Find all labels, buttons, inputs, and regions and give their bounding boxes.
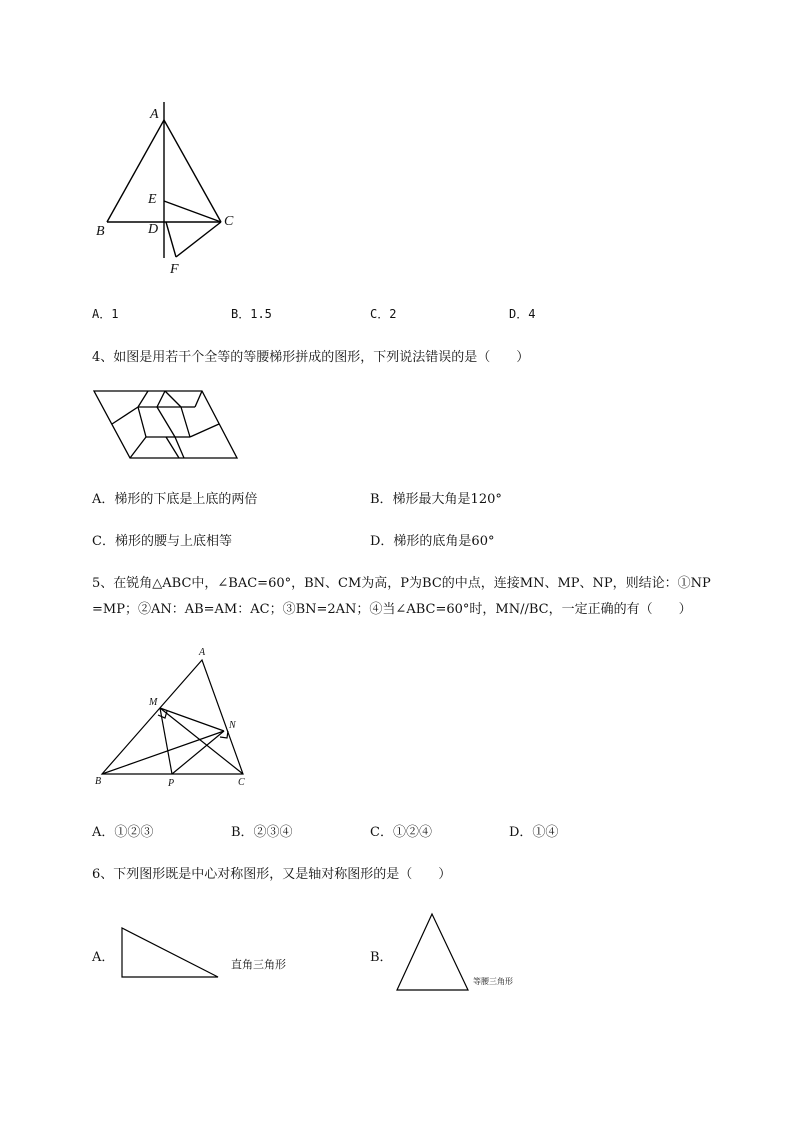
q5-option-c: C．①②④ xyxy=(370,825,432,840)
fig1-label-d: D xyxy=(148,222,159,237)
q5-option-a: A．①②③ xyxy=(92,825,154,840)
q5-stem-line1: 5、在锐角△ABC中，∠BAC=60°，BN、CM为高，P为BC的中点，连接MN、MP、NP，则结论：①NP xyxy=(92,576,711,591)
fig2-label-m: M xyxy=(149,697,158,708)
fig2-label-b: B xyxy=(95,776,102,787)
fig2-label-c: C xyxy=(238,777,245,788)
q4-option-a: A．梯形的下底是上底的两倍 xyxy=(92,492,258,507)
q5-option-d: D．①④ xyxy=(509,825,559,840)
q5-option-b: B．②③④ xyxy=(231,825,293,840)
q3-option-d: D．4 xyxy=(509,307,536,321)
fig2-label-p: P xyxy=(168,778,175,789)
q4-stem: 4、如图是用若干个全等的等腰梯形拼成的图形，下列说法错误的是（ ） xyxy=(92,350,530,365)
q6-option-a-caption: 直角三角形 xyxy=(231,958,286,971)
fig1-label-c: C xyxy=(224,214,234,229)
fig1-label-f: F xyxy=(170,262,179,277)
q5-stem-line2: =MP；②AN：AB=AM：AC；③BN=2AN；④当∠ABC=60°时，MN//BC，一定正确的有（ ） xyxy=(92,602,692,617)
q6-stem: 6、下列图形既是中心对称图形，又是轴对称图形的是（ ） xyxy=(92,867,452,882)
q3-option-a: A．1 xyxy=(92,307,119,321)
q4-option-c: C．梯形的腰与上底相等 xyxy=(92,534,232,549)
fig1-label-b: B xyxy=(96,224,105,239)
q6-option-b: B． xyxy=(370,950,393,965)
q4-option-d: D．梯形的底角是60° xyxy=(370,534,495,549)
q4-option-b: B．梯形最大角是120° xyxy=(370,492,502,507)
q6-option-a: A． xyxy=(92,950,115,965)
q3-option-b: B．1.5 xyxy=(231,307,272,321)
fig2-label-a: A xyxy=(199,647,206,658)
fig2-label-n: N xyxy=(229,720,236,731)
q6-option-b-caption: 等腰三角形 xyxy=(473,977,513,986)
fig1-label-a: A xyxy=(150,107,159,122)
fig1-label-e: E xyxy=(148,192,157,207)
q3-option-c: C．2 xyxy=(370,307,397,321)
